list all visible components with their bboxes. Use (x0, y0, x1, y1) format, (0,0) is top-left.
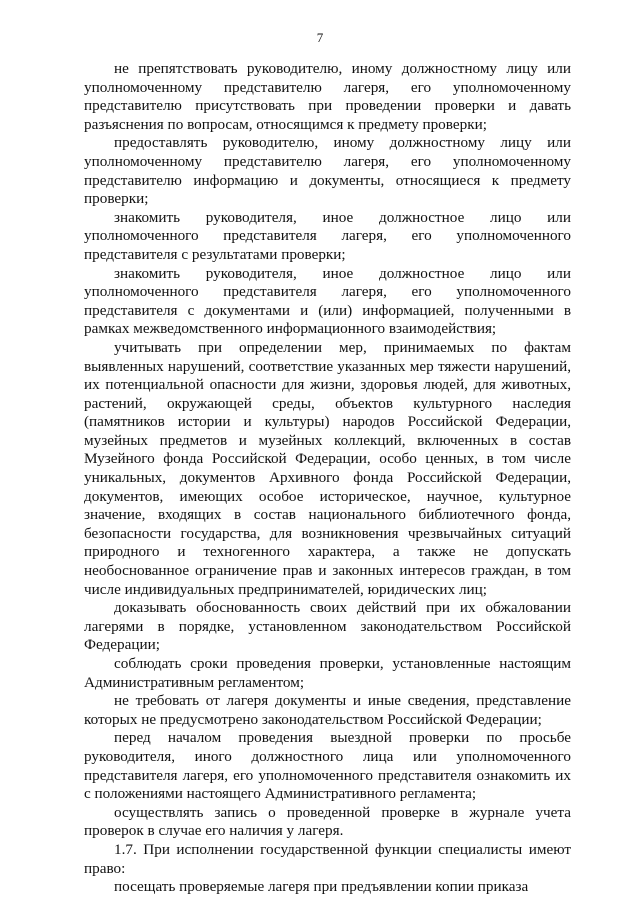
paragraph-obligation-inform-documents: знакомить руководителя, иное должностное лицо или уполномоченного представителя лагеря, его уполномоченного представителя с документами и (или) информацией, полученными в рамках межведомственного информационного взаимодействия; (84, 264, 571, 338)
section-1-7-heading: 1.7. При исполнении государственной функции специалисты имеют право: (84, 840, 571, 877)
paragraph-obligation-not-obstruct: не препятствовать руководителю, иному должностному лицу или уполномоченному представителю лагеря, его уполномоченному представителю присутствовать при проведении проверки и давать разъяснения по вопросам, относящимся к предмету проверки; (84, 60, 571, 133)
paragraph-obligation-provide-info: предоставлять руководителю, иному должностному лицу или уполномоченному представителю лагеря, его уполномоченному представителю информацию и документы, относящиеся к предмету проверки; (84, 134, 571, 208)
paragraph-obligation-inform-results: знакомить руководителя, иное должностное лицо или уполномоченного представителя лагеря, его уполномоченного представителя с результатами проверки; (84, 208, 571, 263)
paragraph-right-visit-camps: посещать проверяемые лагеря при предъявлении копии приказа (114, 878, 529, 896)
paragraph-obligation-observe-deadlines: соблюдать сроки проведения проверки, установленные настоящим Административным регламентом; (84, 655, 571, 691)
paragraph-obligation-proportional-measures: учитывать при определении мер, принимаемых по фактам выявленных нарушений, соответствие указанных мер тяжести нарушений, их потенциальной опасности для жизни, здоровья людей, для животных, растений, окружающей среды, объектов культурного наследия (памятников истории и культуры) народов Российской Федерации, музейных предметов и музейных коллекций, включенных в состав Музейного фонда Российской Федерации, особо ценных, в том числе уникальных, документов Архивного фонда Российской Федерации, документов, имеющих особое историческое, научное, культурное значение, входящих в состав национального библиотечного фонда, безопасности государства, для возникновения чрезвычайных ситуаций природного и техногенного характера, а также не допускать необоснованное ограничение прав и законных интересов граждан, в том числе индивидуальных предпринимателей, юридических лиц; (84, 338, 571, 598)
page-number: 7 (316, 30, 324, 45)
paragraph-obligation-log-entry: осуществлять запись о проведенной проверке в журнале учета проверок в случае его наличия у лагеря. (84, 803, 571, 840)
paragraph-obligation-familiarize-regulation: перед началом проведения выездной проверки по просьбе руководителя, иного должностного лица или уполномоченного представителя лагеря, его уполномоченного представителя ознакомить их с положениями настоящего Административного регламента; (84, 729, 571, 803)
paragraph-obligation-justify-actions: доказывать обоснованность своих действий при их обжаловании лагерями в порядке, установленном законодательством Российской Федерации; (84, 599, 571, 654)
paragraph-obligation-no-excess-requests: не требовать от лагеря документы и иные сведения, представление которых не предусмотрено законодательством Российской Федерации; (84, 692, 571, 728)
document-body (84, 60, 571, 897)
